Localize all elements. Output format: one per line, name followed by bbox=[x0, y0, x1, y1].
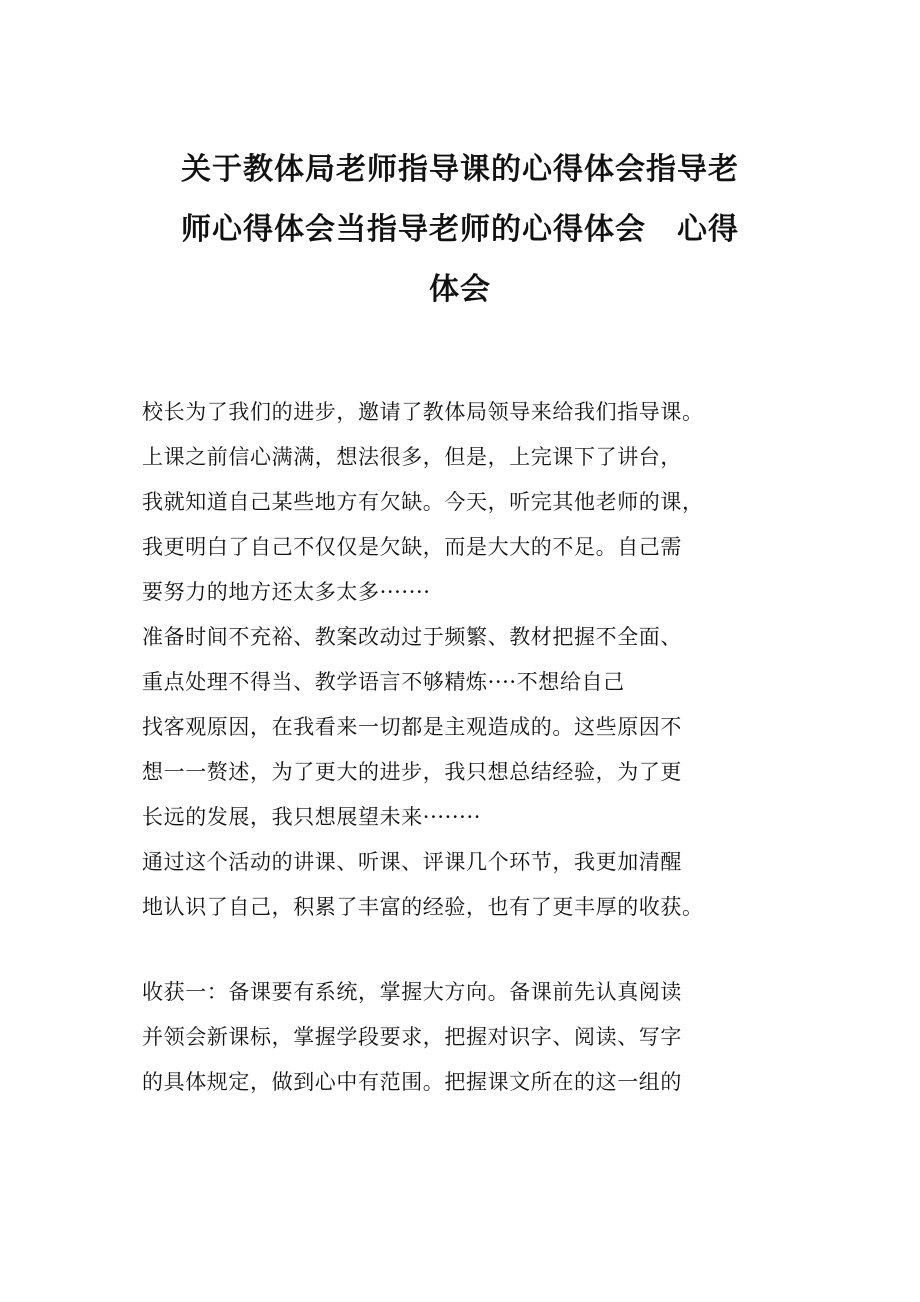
text-line: 找客观原因，在我看来一切都是主观造成的。这些原因不 bbox=[142, 715, 682, 739]
text-line: 长远的发展，我只想展望未来········ bbox=[142, 805, 482, 829]
text-line: 我就知道自己某些地方有欠缺。今天，听完其他老师的课， bbox=[142, 490, 704, 514]
text-line: 上课之前信心满满，想法很多，但是，上完课下了讲台， bbox=[142, 445, 682, 469]
text-line: 重点处理不得当、教学语言不够精炼····不想给自己 bbox=[142, 670, 625, 694]
text-line: 校长为了我们的进步，邀请了教体局领导来给我们指导课。 bbox=[142, 400, 704, 424]
text-line: 要努力的地方还太多太多······· bbox=[142, 580, 431, 604]
document-title bbox=[140, 140, 780, 320]
text-line: 准备时间不充裕、教案改动过于频繁、教材把握不全面、 bbox=[142, 625, 682, 649]
paragraph-3 bbox=[142, 840, 792, 930]
title-line: 师心得体会当指导老师的心得体会 心得 bbox=[181, 212, 739, 247]
text-line: 我更明白了自己不仅仅是欠缺，而是大大的不足。自己需 bbox=[142, 535, 682, 559]
text-line: 并领会新课标，掌握学段要求，把握对识字、阅读、写字 bbox=[142, 1025, 682, 1049]
paragraph-gap bbox=[142, 930, 792, 970]
text-line: 想一一赘述，为了更大的进步，我只想总结经验，为了更 bbox=[142, 760, 682, 784]
text-line: 收获一：备课要有系统，掌握大方向。备课前先认真阅读 bbox=[142, 980, 682, 1004]
document-body bbox=[142, 390, 792, 1105]
paragraph-1 bbox=[142, 390, 792, 615]
text-line: 的具体规定，做到心中有范围。把握课文所在的这一组的 bbox=[142, 1070, 682, 1094]
text-line: 通过这个活动的讲课、听课、评课几个环节，我更加清醒 bbox=[142, 850, 682, 874]
paragraph-2 bbox=[142, 615, 792, 840]
title-line: 体会 bbox=[429, 272, 491, 307]
text-line: 地认识了自己，积累了丰富的经验，也有了更丰厚的收获。 bbox=[142, 895, 704, 919]
paragraph-4 bbox=[142, 970, 792, 1105]
title-line: 关于教体局老师指导课的心得体会指导老 bbox=[181, 152, 739, 187]
